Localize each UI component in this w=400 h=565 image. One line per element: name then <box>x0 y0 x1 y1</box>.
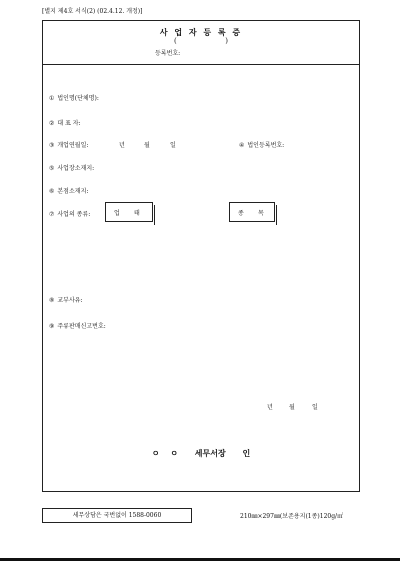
paren-close: ) <box>225 37 228 45</box>
field-corporate-name: ① 법인명(단체명): <box>49 95 99 102</box>
field-opening-date: ③ 개업연월일: <box>49 142 89 149</box>
title-paren-row <box>43 37 359 45</box>
issue-month-unit: 월 <box>289 404 295 411</box>
field-business-address: ⑤ 사업장소재지: <box>49 165 95 172</box>
paren-open: ( <box>174 37 177 45</box>
field-corporate-reg-no: ④ 법인등록번호: <box>239 142 285 149</box>
tax-hotline-box: 세무상담은 국번없이 1588-0060 <box>42 508 192 523</box>
office-name: 세무서장 <box>194 448 226 458</box>
bottom-rule <box>0 558 400 561</box>
tax-office-signature <box>43 448 359 459</box>
business-item-box <box>229 202 275 222</box>
form-header-note: [별지 제4호 서식(2) (02.4.12. 개정)] <box>42 8 143 15</box>
opening-year-unit: 년 <box>119 142 125 149</box>
office-mark-1: ㅇ <box>151 448 160 458</box>
opening-month-unit: 월 <box>144 142 150 149</box>
field-head-office-address: ⑥ 본점소재지: <box>49 188 89 195</box>
title-area <box>43 21 359 65</box>
business-category-box <box>105 202 153 222</box>
field-business-type: ⑦ 사업의 종류: <box>49 211 91 218</box>
issue-day-unit: 일 <box>312 404 318 411</box>
office-seal: 인 <box>242 448 251 458</box>
paper-spec: 210㎜×297㎜(보존용지(1종)120g/㎡ <box>240 513 344 520</box>
field-liquor-sales-no: ⑨ 주류판매신고번호: <box>49 323 106 330</box>
item-char-1: 종 <box>238 210 244 217</box>
field-issue-reason: ⑧ 교부사유: <box>49 297 83 304</box>
issue-year-unit: 년 <box>267 404 273 411</box>
opening-day-unit: 일 <box>170 142 176 149</box>
category-char-2: 태 <box>134 210 140 217</box>
form-title: 사 업 자 등 록 증 <box>159 27 243 37</box>
registration-number-label: 등록번호: <box>155 50 181 57</box>
office-mark-2: ㅇ <box>170 448 178 458</box>
item-char-2: 목 <box>258 210 264 217</box>
certificate-form <box>42 20 360 492</box>
category-char-1: 업 <box>114 210 120 217</box>
field-representative: ② 대 표 자: <box>49 120 81 127</box>
